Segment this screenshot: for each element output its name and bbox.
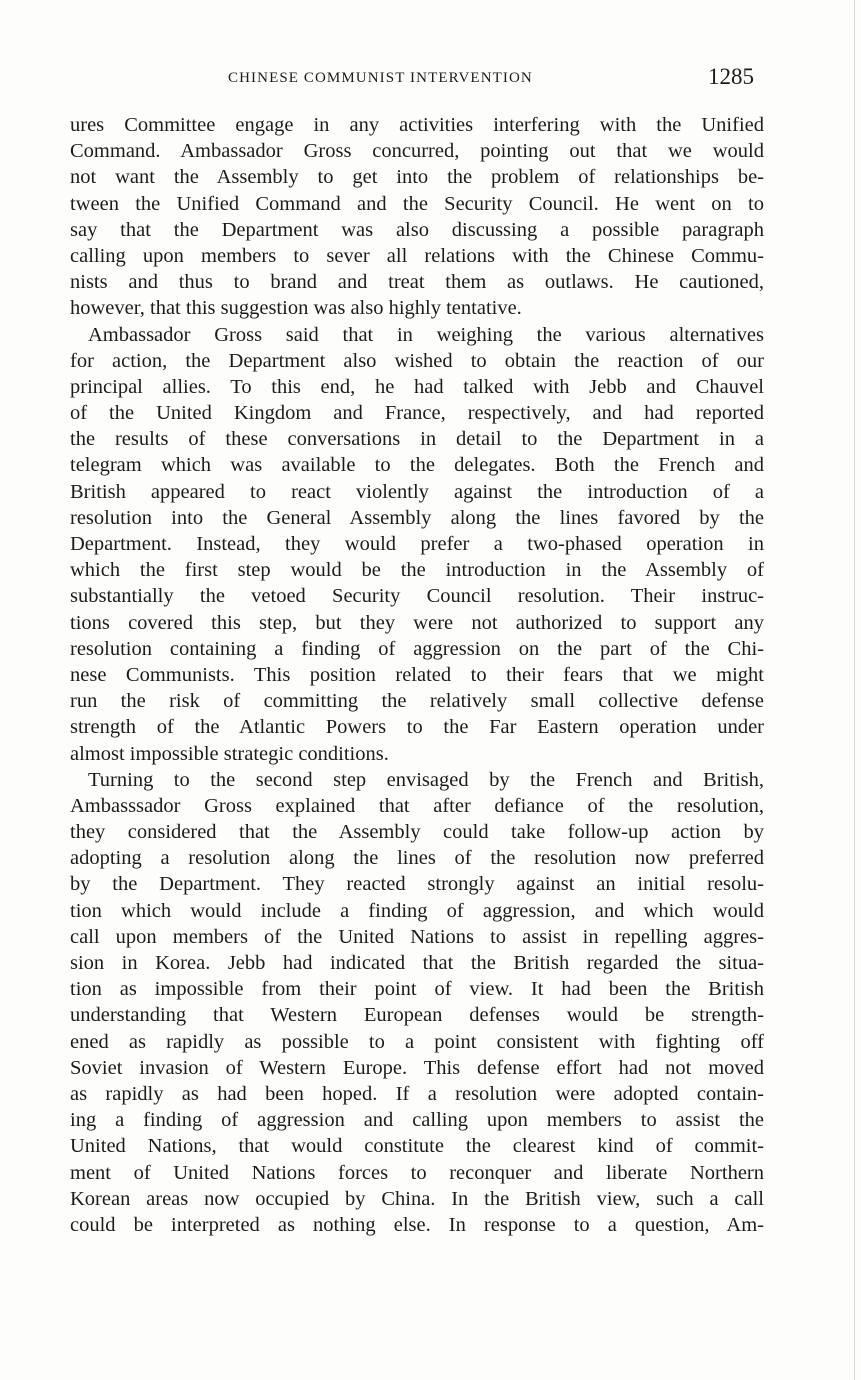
- text-line: run the risk of committing the relatively small collective defense: [70, 690, 764, 713]
- text-line: telegram which was available to the delegates. Both the French and: [70, 454, 764, 477]
- text-line: for action, the Department also wished to obtain the reaction of our: [70, 349, 764, 372]
- text-line: they considered that the Assembly could take follow-up action by: [70, 821, 764, 844]
- text-line: Korean areas now occupied by China. In the British view, such a call: [70, 1187, 764, 1210]
- text-line: United Nations, that would constitute the clearest kind of commit-: [70, 1135, 764, 1158]
- text-line: strength of the Atlantic Powers to the Far Eastern operation under: [70, 716, 764, 739]
- page-number: 1285: [708, 64, 754, 89]
- text-line: sion in Korea. Jebb had indicated that the British regarded the situa-: [70, 952, 764, 974]
- text-line: ened as rapidly as possible to a point consistent with fighting off: [70, 1030, 764, 1053]
- text-line: adopting a resolution along the lines of the resolution now preferred: [70, 847, 764, 870]
- page-header: [70, 64, 760, 96]
- text-line: understanding that Western European defenses would be strength-: [70, 1004, 764, 1027]
- text-line: almost impossible strategic conditions.: [70, 742, 389, 765]
- text-line: Soviet invasion of Western Europe. This defense effort had not moved: [70, 1056, 764, 1079]
- running-title: CHINESE COMMUNIST INTERVENTION: [228, 70, 533, 86]
- text-line: ures Committee engage in any activities interfering with the Unified: [70, 114, 764, 136]
- text-line: by the Department. They reacted strongly against an initial resolu-: [70, 873, 764, 896]
- text-line: which the first step would be the introduction in the Assembly of: [70, 559, 764, 582]
- text-line: British appeared to react violently against the introduction of a: [70, 480, 764, 503]
- text-line: nese Communists. This position related to their fears that we might: [70, 663, 764, 686]
- text-line: tween the Unified Command and the Security Council. He went on to: [70, 192, 764, 215]
- page-edge: [854, 0, 855, 1380]
- text-line: Department. Instead, they would prefer a two-phased operation in: [70, 533, 764, 555]
- text-line: Command. Ambassador Gross concurred, pointing out that we would: [70, 140, 764, 163]
- text-line: of the United Kingdom and France, respectively, and had reported: [70, 402, 764, 425]
- text-line: nists and thus to brand and treat them as outlaws. He cautioned,: [70, 271, 764, 294]
- text-line: calling upon members to sever all relations with the Chinese Commu-: [70, 244, 764, 267]
- text-line: ment of United Nations forces to reconquer and liberate Northern: [70, 1161, 764, 1184]
- text-line: call upon members of the United Nations to assist in repelling aggres-: [70, 925, 764, 948]
- text-line: as rapidly as had been hoped. If a resolution were adopted contain-: [70, 1082, 764, 1105]
- text-line: the results of these conversations in detail to the Department in a: [70, 428, 764, 451]
- text-line: ing a finding of aggression and calling upon members to assist the: [70, 1109, 764, 1132]
- text-line: principal allies. To this end, he had talked with Jebb and Chauvel: [70, 375, 764, 398]
- text-line: Ambassador Gross said that in weighing the various alternatives: [88, 323, 764, 346]
- text-line: substantially the vetoed Security Council resolution. Their instruc-: [70, 585, 764, 608]
- text-line: could be interpreted as nothing else. In response to a question, Am-: [70, 1213, 764, 1236]
- text-line: tions covered this step, but they were not authorized to support any: [70, 611, 764, 634]
- text-line: Turning to the second step envisaged by the French and British,: [88, 768, 764, 791]
- body-text: [70, 112, 764, 1238]
- text-line: tion as impossible from their point of view. It had been the British: [70, 978, 764, 1001]
- text-line: however, that this suggestion was also highly tentative.: [70, 297, 522, 320]
- text-line: resolution into the General Assembly along the lines favored by the: [70, 506, 764, 529]
- text-line: resolution containing a finding of aggression on the part of the Chi-: [70, 637, 764, 660]
- text-line: tion which would include a finding of aggression, and which would: [70, 899, 764, 922]
- text-line: not want the Assembly to get into the problem of relationships be-: [70, 166, 764, 189]
- text-line: Ambasssador Gross explained that after defiance of the resolution,: [70, 794, 764, 817]
- text-line: say that the Department was also discussing a possible paragraph: [70, 218, 764, 241]
